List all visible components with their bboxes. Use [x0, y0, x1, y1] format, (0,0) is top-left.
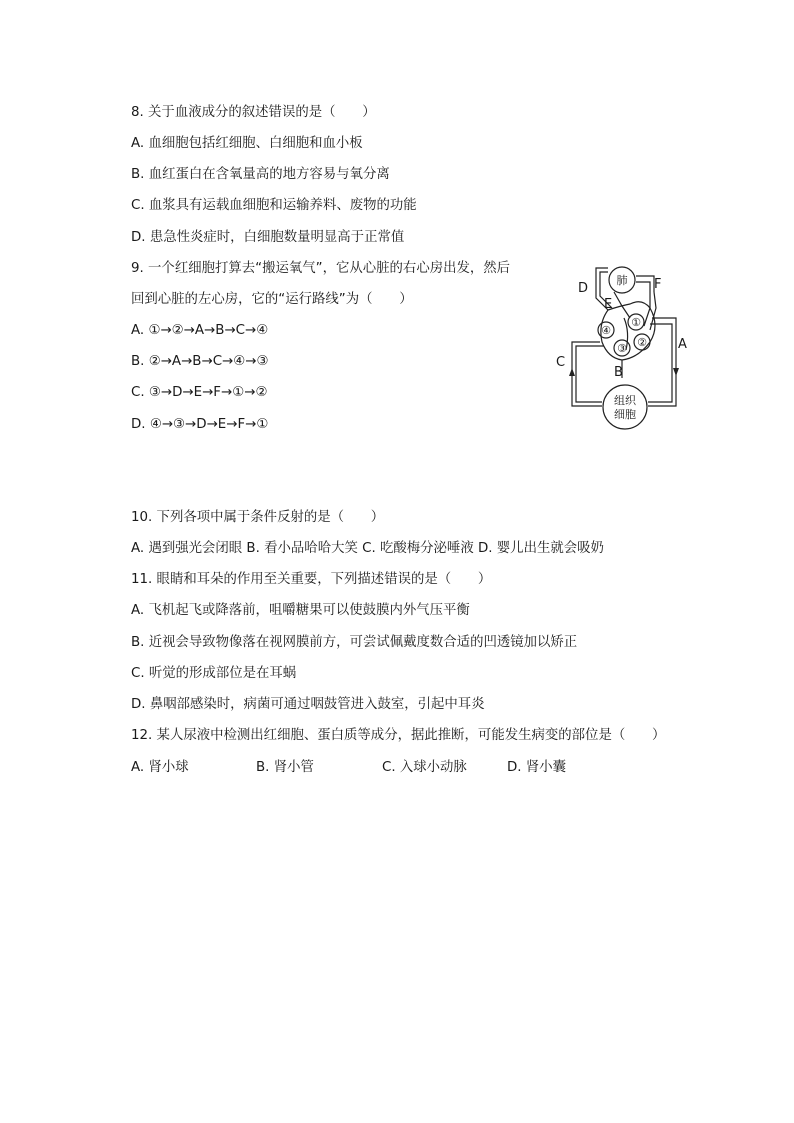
q11-option-d: D. 鼻咽部感染时，病菌可通过咽鼓管进入鼓室，引起中耳炎	[131, 697, 485, 712]
arrow-a	[673, 368, 679, 376]
q11-option-c: C. 听觉的形成部位是在耳蜗	[131, 666, 297, 681]
q12-option-b: B. 肾小管	[256, 760, 314, 775]
chamber-4-label: ④	[601, 324, 611, 337]
tissue-label-line1: 组织	[614, 394, 636, 407]
q8-option-b: B. 血红蛋白在含氧量高的地方容易与氧分离	[131, 167, 390, 182]
q8-option-c: C. 血浆具有运载血细胞和运输养料、废物的功能	[131, 198, 417, 213]
q8-option-d: D. 患急性炎症时，白细胞数量明显高于正常值	[131, 230, 405, 245]
q9-option-b: B. ②→A→B→C→④→③	[131, 354, 269, 369]
q9-option-a: A. ①→②→A→B→C→④	[131, 323, 269, 338]
q12-option-d: D. 肾小囊	[507, 760, 566, 775]
q8-stem: 8. 关于血液成分的叙述错误的是（ ）	[131, 105, 376, 120]
lung-label: 肺	[616, 274, 628, 287]
arrow-c	[569, 368, 575, 376]
q12-stem: 12. 某人尿液中检测出红细胞、蛋白质等成分，据此推断，可能发生病变的部位是（ ）	[131, 728, 666, 743]
label-e: E	[604, 297, 613, 312]
q11-stem: 11. 眼睛和耳朵的作用至关重要，下列描述错误的是（ ）	[131, 572, 492, 587]
circulation-diagram	[550, 258, 700, 438]
label-c: C	[556, 355, 566, 370]
tissue-circle	[603, 385, 647, 429]
label-a: A	[678, 337, 687, 352]
label-b: B	[614, 365, 623, 380]
chamber-2-label: ②	[637, 336, 647, 349]
q12-option-c: C. 入球小动脉	[382, 760, 467, 775]
q10-options: A. 遇到强光会闭眼 B. 看小品哈哈大笑 C. 吃酸梅分泌唾液 D. 婴儿出生就会吸奶	[131, 541, 604, 556]
q9-option-c: C. ③→D→E→F→①→②	[131, 385, 268, 400]
q11-option-a: A. 飞机起飞或降落前，咀嚼糖果可以使鼓膜内外气压平衡	[131, 603, 470, 618]
q11-option-b: B. 近视会导致物像落在视网膜前方，可尝试佩戴度数合适的凹透镜加以矫正	[131, 635, 578, 650]
q12-option-a: A. 肾小球	[131, 760, 189, 775]
q9-stem-line1: 9. 一个红细胞打算去“搬运氧气”，它从心脏的右心房出发，然后	[131, 261, 511, 276]
label-f: F	[654, 277, 662, 292]
q9-stem-line2: 回到心脏的左心房，它的“运行路线”为（ ）	[131, 292, 413, 307]
label-d: D	[578, 281, 589, 296]
tissue-label-line2: 细胞	[614, 408, 636, 421]
q9-option-d: D. ④→③→D→E→F→①	[131, 417, 269, 432]
chamber-3-label: ③	[617, 342, 627, 355]
q10-stem: 10. 下列各项中属于条件反射的是（ ）	[131, 510, 385, 525]
chamber-1-label: ①	[631, 316, 641, 329]
q8-option-a: A. 血细胞包括红细胞、白细胞和血小板	[131, 136, 363, 151]
